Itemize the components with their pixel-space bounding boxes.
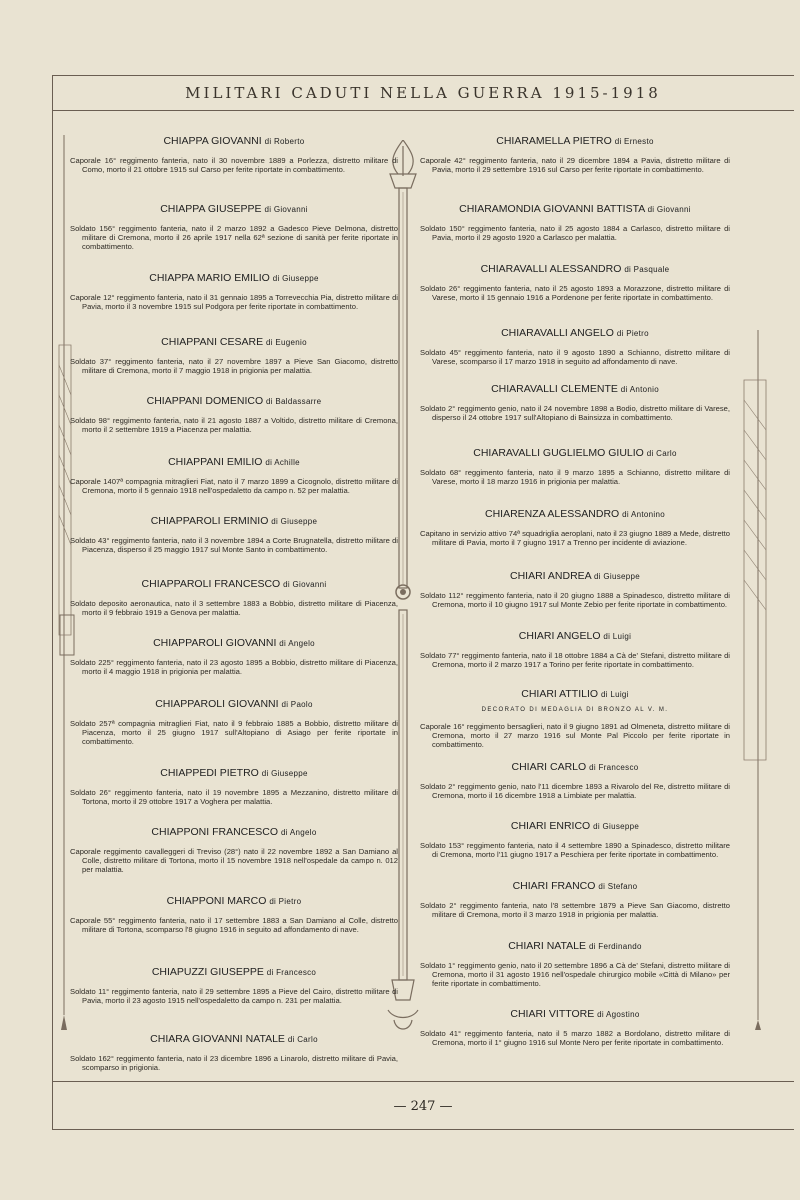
entry-name: CHIAPPAROLI GIOVANNI di Paolo <box>155 698 313 710</box>
list-item <box>70 578 398 617</box>
list-item <box>420 327 730 366</box>
entry-text: Soldato 162° reggimento fanteria, nato il 23 dicembre 1896 a Linarolo, distretto militare di Pavia, scomparso in prigionia. <box>70 1054 398 1072</box>
entry-name: CHIARI FRANCO di Stefano <box>512 880 638 892</box>
list-item <box>70 272 398 311</box>
entry-text: Soldato 2° reggimento fanteria, nato l'8 settembre 1879 a Pieve San Giacomo, distretto militare di Cremona, morto il 3 marzo 1918 in prigionia per malattia. <box>420 901 730 919</box>
entry-name: CHIARI ATTILIO di Luigi DECORATO DI MEDAGLIA DI BRONZO AL V. M. <box>420 688 730 713</box>
list-item <box>70 456 398 495</box>
list-item <box>420 203 730 242</box>
entry-name: CHIARI VITTORE di Agostino <box>510 1008 640 1020</box>
entry-name: CHIARI ANDREA di Giuseppe <box>509 570 641 582</box>
list-item <box>420 1008 730 1047</box>
entry-name: CHIAPPANI EMILIO di Achille <box>168 456 300 468</box>
entry-text: Soldato 77° reggimento fanteria, nato il 18 ottobre 1884 a Cà de' Stefani, distretto militare di Cremona, morto il 2 marzo 1917 a Torino per ferite riportate in combattimento. <box>420 651 730 669</box>
list-item <box>420 570 730 609</box>
entry-text: Soldato 11° reggimento fanteria, nato il 29 settembre 1895 a Pieve del Cairo, distretto militare di Pavia, morto il 23 agosto 1915 nell'ospedaletto da campo n. 231 per malattia. <box>70 987 398 1005</box>
entry-name: CHIAPPEDI PIETRO di Giuseppe <box>160 767 308 779</box>
entry-name: CHIARAVALLI ALESSANDRO di Pasquale <box>480 263 670 275</box>
entry-name: CHIARI NATALE di Ferdinando <box>508 940 642 952</box>
list-item <box>420 508 730 547</box>
entry-name: CHIARAVALLI CLEMENTE di Antonio <box>491 383 659 395</box>
list-item <box>70 966 398 1005</box>
entry-text: Soldato 26° reggimento fanteria, nato il 25 agosto 1893 a Morazzone, distretto militare di Varese, morto il 15 gennaio 1916 a Pordenone per ferite riportate in combattimento. <box>420 284 730 302</box>
entry-name: CHIAPPONI FRANCESCO di Angelo <box>151 826 317 838</box>
entry-name: CHIAPUZZI GIUSEPPE di Francesco <box>151 966 317 978</box>
entry-name: CHIARENZA ALESSANDRO di Antonino <box>484 508 665 520</box>
entry-text: Soldato 2° reggimento genio, nato l'11 dicembre 1893 a Rivarolo del Re, distretto militare di Cremona, morto il 16 dicembre 1918 a Limbiate per malattia. <box>420 782 730 800</box>
entry-name: CHIARI ANGELO di Luigi <box>518 630 632 642</box>
entry-name: CHIAPPANI DOMENICO di Baldassarre <box>146 395 322 407</box>
entry-text: Soldato 68° reggimento fanteria, nato il 9 marzo 1895 a Schianno, distretto militare di Varese, morto il 18 marzo 1916 in prigionia per malattia. <box>420 468 730 486</box>
list-item <box>70 826 398 874</box>
entry-name: CHIAPPAROLI ERMINIO di Giuseppe <box>150 515 318 527</box>
entry-name: CHIARI CARLO di Francesco <box>511 761 639 773</box>
list-item <box>70 336 398 375</box>
entry-text: Soldato 257ª compagnia mitraglieri Fiat, nato il 9 febbraio 1885 a Bobbio, distretto militare di Piacenza, morto il 25 giugno 1917 sull'Altopiano di Asiago per ferite riportate in combattimento. <box>70 719 398 746</box>
entry-text: Soldato deposito aeronautica, nato il 3 settembre 1883 a Bobbio, distretto militare di Piacenza, morto il 9 febbraio 1919 a Genova per malattia. <box>70 599 398 617</box>
list-item <box>420 761 730 800</box>
entry-name: CHIAPPAROLI FRANCESCO di Giovanni <box>141 578 327 590</box>
entry-text: Soldato 156° reggimento fanteria, nato il 2 marzo 1892 a Gadesco Pieve Delmona, distretto militare di Cremona, morto il 26 aprile 1917 nella 62ª sezione di sanità per ferite riportate in combattimento. <box>70 224 398 251</box>
footer-divider <box>52 1081 794 1082</box>
entry-text: Caporale 12° reggimento fanteria, nato il 31 gennaio 1895 a Torrevecchia Pia, distretto militare di Pavia, morto il 3 novembre 1915 sul Podgora per ferite riportate in combattimento. <box>70 293 398 311</box>
list-item <box>70 515 398 554</box>
entry-name: CHIARI ENRICO di Giuseppe <box>510 820 640 832</box>
entry-text: Caporale 42° reggimento fanteria, nato il 29 dicembre 1894 a Pavia, distretto militare di Pavia, morto il 29 settembre 1916 sul Carso per ferite riportate in combattimento. <box>420 156 730 174</box>
list-item <box>420 447 730 486</box>
entry-name: CHIAPPA GIOVANNI di Roberto <box>163 135 305 147</box>
entry-text: Caporale 16° reggimento bersaglieri, nato il 9 giugno 1891 ad Olmeneta, distretto militare di Cremona, morto il 27 marzo 1916 sul Monte Pal Piccolo per ferite riportate in combattimento. <box>420 722 730 749</box>
entry-text: Soldato 37° reggimento fanteria, nato il 27 novembre 1897 a Pieve San Giacomo, distretto militare di Cremona, morto il 7 maggio 1918 in prigionia per malattia. <box>70 357 398 375</box>
entry-name: CHIARAVALLI ANGELO di Pietro <box>501 327 649 339</box>
entry-text: Soldato 2° reggimento genio, nato il 24 novembre 1898 a Bodio, distretto militare di Varese, disperso il 24 ottobre 1917 sull'Altopiano di Bainsizza in combattimento. <box>420 404 730 422</box>
list-item <box>420 688 730 749</box>
entry-text: Caporale reggimento cavalleggeri di Treviso (28°) nato il 22 novembre 1892 a San Damiano al Colle, distretto militare di Tortona, morto il 15 novembre 1918 nell'ospedale da campo n. 012 per malattia. <box>70 847 398 874</box>
entry-name: CHIAPPA MARIO EMILIO di Giuseppe <box>149 272 319 284</box>
list-item <box>420 263 730 302</box>
list-item <box>70 637 398 676</box>
list-item <box>70 203 398 251</box>
list-item <box>420 880 730 919</box>
entry-text: Soldato 45° reggimento fanteria, nato il 9 agosto 1890 a Schianno, distretto militare di Varese, scomparso il 17 marzo 1918 in seguito ad affondamento di nave. <box>420 348 730 366</box>
list-item <box>420 630 730 669</box>
entry-text: Capitano in servizio attivo 74ª squadriglia aeroplani, nato il 23 giugno 1889 a Mede, distretto militare di Pavia, morto il 7 giugno 1917 a Trenno per incidente di aviazione. <box>420 529 730 547</box>
entry-name: CHIARAVALLI GUGLIELMO GIULIO di Carlo <box>473 447 677 459</box>
entry-text: Soldato 98° reggimento fanteria, nato il 21 agosto 1887 a Voltido, distretto militare di Cremona, morto il 2 settembre 1919 a Piacenza per malattia. <box>70 416 398 434</box>
list-item <box>420 940 730 988</box>
page-number: — 247 — <box>393 1098 453 1114</box>
entry-name: CHIAPPANI CESARE di Eugenio <box>161 336 307 348</box>
entry-text: Soldato 153° reggimento fanteria, nato il 4 settembre 1890 a Spinadesco, distretto militare di Cremona, morto l'11 giugno 1917 a Peschiera per ferite riportate in combattimento. <box>420 841 730 859</box>
page-title: MILITARI CADUTI NELLA GUERRA 1915-1918 <box>185 83 661 102</box>
entry-name: CHIARA GIOVANNI NATALE di Carlo <box>150 1033 318 1045</box>
list-item <box>420 383 730 422</box>
list-item <box>420 135 730 174</box>
entry-name: CHIARAMELLA PIETRO di Ernesto <box>496 135 654 147</box>
entry-text: Soldato 112° reggimento fanteria, nato il 20 giugno 1888 a Spinadesco, distretto militare di Cremona, morto il 10 giugno 1917 sul Monte Zebio per ferite riportate in combattimento. <box>420 591 730 609</box>
entry-text: Soldato 1° reggimento genio, nato il 20 settembre 1896 a Cà de' Stefani, distretto militare di Cremona, morto il 31 agosto 1916 nell'ospedale chirurgico mobile «Città di Milano» per ferite riportate in combattimento. <box>420 961 730 988</box>
entry-text: Soldato 150° reggimento fanteria, nato il 25 agosto 1884 a Carlasco, distretto militare di Pavia, morto il 29 agosto 1920 a Carlasco per malattia. <box>420 224 730 242</box>
right-flag-ornament <box>738 330 768 1030</box>
page-header <box>52 75 794 111</box>
list-item <box>70 767 398 806</box>
list-item <box>70 895 398 934</box>
entry-name: CHIAPPONI MARCO di Pietro <box>166 895 302 907</box>
entry-text: Caporale 1407ª compagnia mitraglieri Fiat, nato il 7 marzo 1899 a Cicognolo, distretto militare di Cremona, morto il 5 gennaio 1918 nell'ospedaletto da campo n. 52 per malattia. <box>70 477 398 495</box>
entry-text: Soldato 41° reggimento fanteria, nato il 5 marzo 1882 a Bordolano, distretto militare di Cremona, morto il 1° giugno 1916 sul Monte Nero per ferite riportate in combattimento. <box>420 1029 730 1047</box>
entry-text: Caporale 16° reggimento fanteria, nato il 30 novembre 1889 a Porlezza, distretto militare di Como, morto il 21 ottobre 1915 sul Carso per ferite riportate in combattimento. <box>70 156 398 174</box>
list-item <box>70 395 398 434</box>
list-item <box>70 698 398 746</box>
entry-text: Soldato 26° reggimento fanteria, nato il 19 novembre 1895 a Mezzanino, distretto militare di Tortona, morto il 29 ottobre 1917 a Voghera per malattia. <box>70 788 398 806</box>
decoration-note: DECORATO DI MEDAGLIA DI BRONZO AL V. M. <box>481 707 669 713</box>
list-item <box>70 135 398 174</box>
entry-name: CHIAPPA GIUSEPPE di Giovanni <box>160 203 308 215</box>
entry-name: CHIARAMONDIA GIOVANNI BATTISTA di Giovanni <box>459 203 691 215</box>
entry-text: Soldato 43° reggimento fanteria, nato il 3 novembre 1894 a Corte Brugnatella, distretto militare di Piacenza, disperso il 25 maggio 1917 sul Monte Santo in combattimento. <box>70 536 398 554</box>
entry-text: Caporale 55° reggimento fanteria, nato il 17 settembre 1883 a San Damiano al Colle, distretto militare di Tortona, scomparso l'8 giugno 1916 in seguito ad affondamento di nave. <box>70 916 398 934</box>
list-item <box>420 820 730 859</box>
entry-text: Soldato 225° reggimento fanteria, nato il 23 agosto 1895 a Bobbio, distretto militare di Piacenza, morto il 4 maggio 1918 in prigionia per malattia. <box>70 658 398 676</box>
list-item <box>70 1033 398 1072</box>
entry-name: CHIAPPAROLI GIOVANNI di Angelo <box>153 637 315 649</box>
